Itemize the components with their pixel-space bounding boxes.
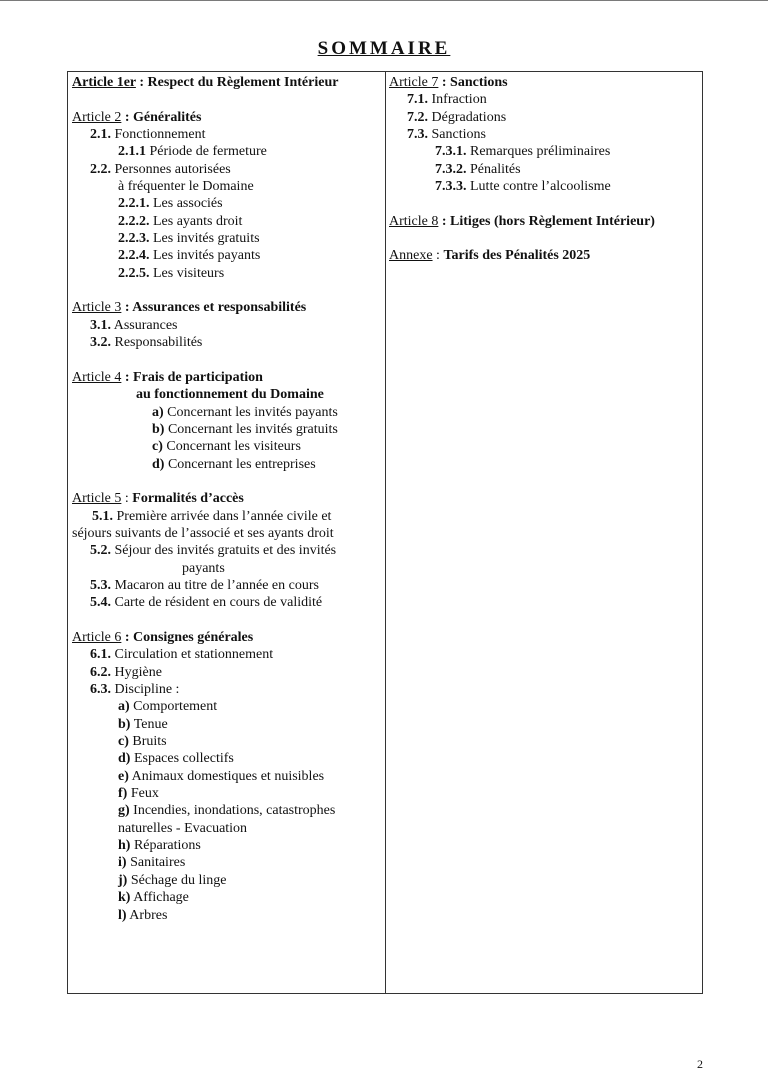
toc-section-5-1-continued: séjours suivants de l’associé et ses ayants droit — [72, 525, 334, 541]
toc-item-4a[interactable]: a) Concernant les invités payants — [152, 404, 338, 420]
toc-section-7-3-2[interactable]: 7.3.2. Pénalités — [435, 161, 521, 177]
toc-section-2-2-3[interactable]: 2.2.3. Les invités gratuits — [118, 231, 260, 247]
top-border-line — [0, 0, 768, 1]
toc-section-6-3[interactable]: 6.3. Discipline : — [90, 682, 180, 698]
toc-section-5-4[interactable]: 5.4. Carte de résident en cours de validité — [90, 595, 323, 611]
toc-item-6c[interactable]: c) Bruits — [118, 734, 167, 750]
page-title: SOMMAIRE — [317, 38, 451, 59]
toc-section-2-2-continued: à fréquenter le Domaine — [118, 179, 254, 195]
toc-item-6f[interactable]: f) Feux — [118, 786, 159, 802]
toc-article-4[interactable]: Article 4 : Frais de participation — [72, 369, 263, 385]
toc-section-2-2-5[interactable]: 2.2.5. Les visiteurs — [118, 265, 225, 281]
toc-article-5[interactable]: Article 5 : Formalités d’accès — [72, 491, 244, 507]
toc-section-7-3-1[interactable]: 7.3.1. Remarques préliminaires — [435, 144, 611, 160]
toc-annexe[interactable]: Annexe : Tarifs des Pénalités 2025 — [389, 248, 591, 264]
toc-section-3-2[interactable]: 3.2. Responsabilités — [90, 335, 203, 351]
toc-item-6a[interactable]: a) Comportement — [118, 699, 218, 715]
toc-article-7[interactable]: Article 7 : Sanctions — [389, 75, 508, 90]
toc-item-6i[interactable]: i) Sanitaires — [118, 855, 186, 871]
toc-section-2-2-2[interactable]: 2.2.2. Les ayants droit — [118, 213, 243, 229]
toc-item-4d[interactable]: d) Concernant les entreprises — [152, 456, 316, 472]
toc-right-column — [389, 74, 701, 265]
toc-item-4b[interactable]: b) Concernant les invités gratuits — [152, 421, 338, 437]
toc-item-6g[interactable]: g) Incendies, inondations, catastrophes — [118, 803, 336, 819]
toc-item-6h[interactable]: h) Réparations — [118, 838, 201, 854]
toc-section-6-1[interactable]: 6.1. Circulation et stationnement — [90, 647, 274, 663]
toc-section-7-1[interactable]: 7.1. Infraction — [407, 92, 487, 108]
toc-section-2-1[interactable]: 2.1. Fonctionnement — [90, 127, 206, 143]
toc-item-6l[interactable]: l) Arbres — [118, 907, 168, 923]
page-number: 2 — [697, 1057, 703, 1071]
toc-item-4c[interactable]: c) Concernant les visiteurs — [152, 439, 301, 455]
toc-section-7-2[interactable]: 7.2. Dégradations — [407, 109, 507, 125]
toc-section-5-1[interactable]: 5.1. Première arrivée dans l’année civile et — [92, 508, 332, 524]
toc-left-column — [72, 74, 382, 924]
toc-section-6-2[interactable]: 6.2. Hygiène — [90, 664, 162, 680]
toc-section-2-1-1[interactable]: 2.1.1 Période de fermeture — [118, 144, 267, 160]
toc-section-2-2[interactable]: 2.2. Personnes autorisées — [90, 161, 231, 177]
toc-section-2-2-4[interactable]: 2.2.4. Les invités payants — [118, 248, 261, 264]
column-divider — [385, 72, 386, 993]
toc-item-6e[interactable]: e) Animaux domestiques et nuisibles — [118, 768, 325, 784]
toc-section-5-3[interactable]: 5.3. Macaron au titre de l’année en cours — [90, 577, 319, 593]
toc-item-6j[interactable]: j) Séchage du linge — [118, 872, 227, 888]
toc-section-5-2-continued: payants — [182, 560, 225, 576]
toc-item-6k[interactable]: k) Affichage — [118, 890, 189, 906]
toc-article-8[interactable]: Article 8 : Litiges (hors Règlement Intérieur) — [389, 213, 655, 229]
toc-item-6d[interactable]: d) Espaces collectifs — [118, 751, 234, 767]
toc-item-6g-continued: naturelles - Evacuation — [118, 820, 248, 836]
toc-table — [67, 71, 703, 994]
toc-section-2-2-1[interactable]: 2.2.1. Les associés — [118, 196, 223, 212]
toc-article-4-continued: au fonctionnement du Domaine — [136, 387, 324, 403]
toc-section-7-3-3[interactable]: 7.3.3. Lutte contre l’alcoolisme — [435, 179, 611, 195]
toc-section-3-1[interactable]: 3.1. Assurances — [90, 317, 178, 333]
toc-item-6b[interactable]: b) Tenue — [118, 716, 168, 732]
toc-section-7-3[interactable]: 7.3. Sanctions — [407, 127, 486, 143]
toc-article-3[interactable]: Article 3 : Assurances et responsabilités — [72, 300, 307, 316]
toc-article-1[interactable]: Article 1er : Respect du Règlement Intérieur — [72, 75, 339, 90]
toc-article-6[interactable]: Article 6 : Consignes générales — [72, 630, 254, 645]
toc-section-5-2[interactable]: 5.2. Séjour des invités gratuits et des invités — [90, 543, 337, 559]
toc-article-2[interactable]: Article 2 : Généralités — [72, 109, 202, 125]
